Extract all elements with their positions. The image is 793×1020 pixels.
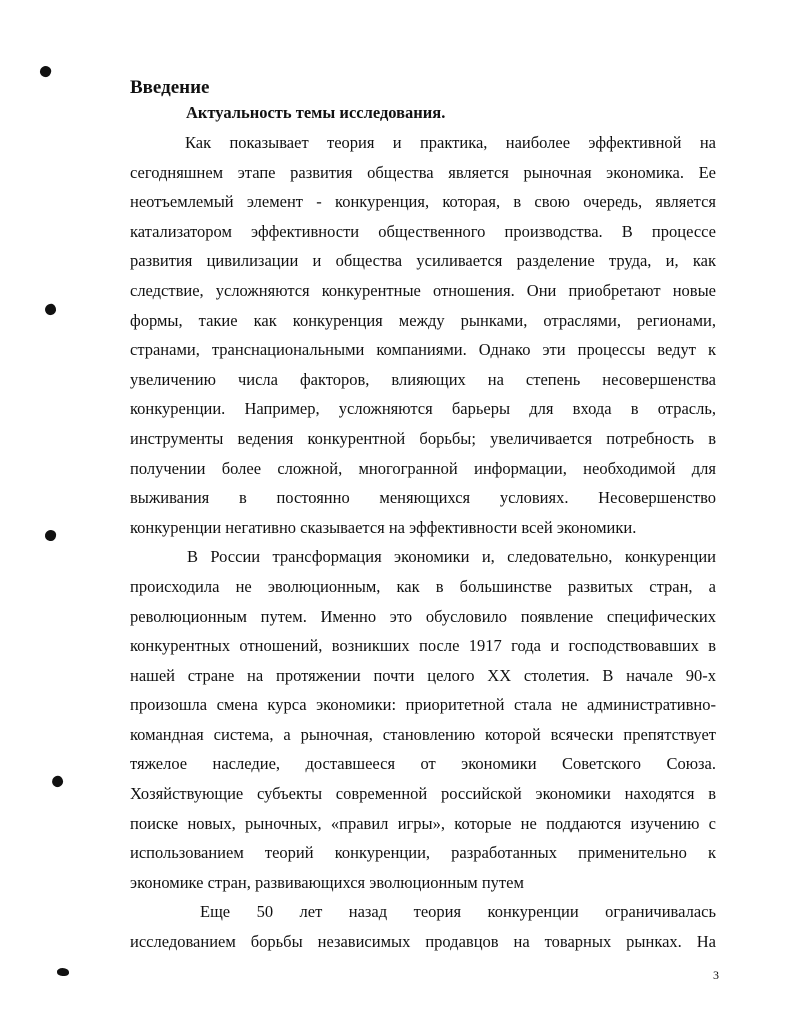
- text-line: получении более сложной, многогранной информации, необходимой для: [130, 458, 716, 478]
- binder-hole-mark: [38, 64, 52, 78]
- text-line: конкуренции. Например, усложняются барьеры для входа в отрасль,: [130, 399, 716, 419]
- text-line: выживания в постоянно меняющихся условиях. Несовершенство: [130, 488, 716, 508]
- text-line: конкуренции негативно сказывается на эффективности всей экономики.: [130, 517, 637, 537]
- text-line: нашей стране на протяжении почти целого XX столетия. В начале 90-х: [130, 665, 716, 685]
- text-line: увеличению числа факторов, влияющих на степень несовершенства: [130, 369, 716, 389]
- text-line: революционным путем. Именно это обусловило появление специфических: [130, 606, 716, 626]
- text-line: поиске новых, рыночных, «правил игры», которые не поддаются изучению с: [130, 813, 716, 833]
- text-line: тяжелое наследие, доставшееся от экономики Советского Союза.: [130, 754, 716, 774]
- text-line: неотъемлемый элемент - конкуренция, которая, в свою очередь, является: [130, 192, 716, 212]
- text-line: формы, такие как конкуренция между рынками, отраслями, регионами,: [130, 310, 716, 330]
- body-text: [130, 128, 716, 957]
- text-line: исследованием борьбы независимых продавцов на товарных рынках. На: [130, 932, 716, 952]
- section-heading: Введение: [130, 77, 210, 98]
- text-line: использованием теорий конкуренции, разработанных применительно к: [130, 843, 716, 863]
- text-line: командная система, а рыночная, становлению которой всячески препятствует: [130, 724, 716, 744]
- text-line: развития цивилизации и общества усиливается разделение труда, и, как: [130, 251, 716, 271]
- text-line: произошла смена курса экономики: приоритетной стала не административно-: [130, 695, 716, 715]
- text-line: инструменты ведения конкурентной борьбы; увеличивается потребность в: [130, 428, 716, 448]
- page-number: 3: [713, 968, 719, 982]
- text-line: Как показывает теория и практика, наиболее эффективной на: [185, 133, 716, 152]
- binder-hole-mark: [50, 774, 65, 789]
- text-line: происходила не эволюционным, как в большинстве развитых стран, а: [130, 576, 716, 596]
- text-line: Еще 50 лет назад теория конкуренции ограничивалась: [200, 902, 716, 922]
- binder-hole-mark: [44, 529, 57, 542]
- section-subheading: Актуальность темы исследования.: [186, 103, 446, 122]
- text-line: катализатором эффективности общественного производства. В процессе: [130, 221, 716, 241]
- text-line: странами, транснациональными компаниями. Однако эти процессы ведут к: [130, 340, 716, 360]
- text-line: следствие, усложняются конкурентные отношения. Они приобретают новые: [130, 280, 716, 300]
- text-line: экономике стран, развивающихся эволюционным путем: [130, 872, 524, 892]
- text-line: сегодняшнем этапе развития общества является рыночная экономика. Ее: [130, 162, 716, 182]
- text-line: Хозяйствующие субъекты современной российской экономики находятся в: [130, 784, 716, 804]
- text-line: В России трансформация экономики и, следовательно, конкуренции: [187, 547, 716, 567]
- binder-hole-mark: [44, 303, 57, 316]
- text-line: конкурентных отношений, возникших после 1917 года и господствовавших в: [130, 636, 716, 656]
- binder-hole-mark: [57, 968, 69, 976]
